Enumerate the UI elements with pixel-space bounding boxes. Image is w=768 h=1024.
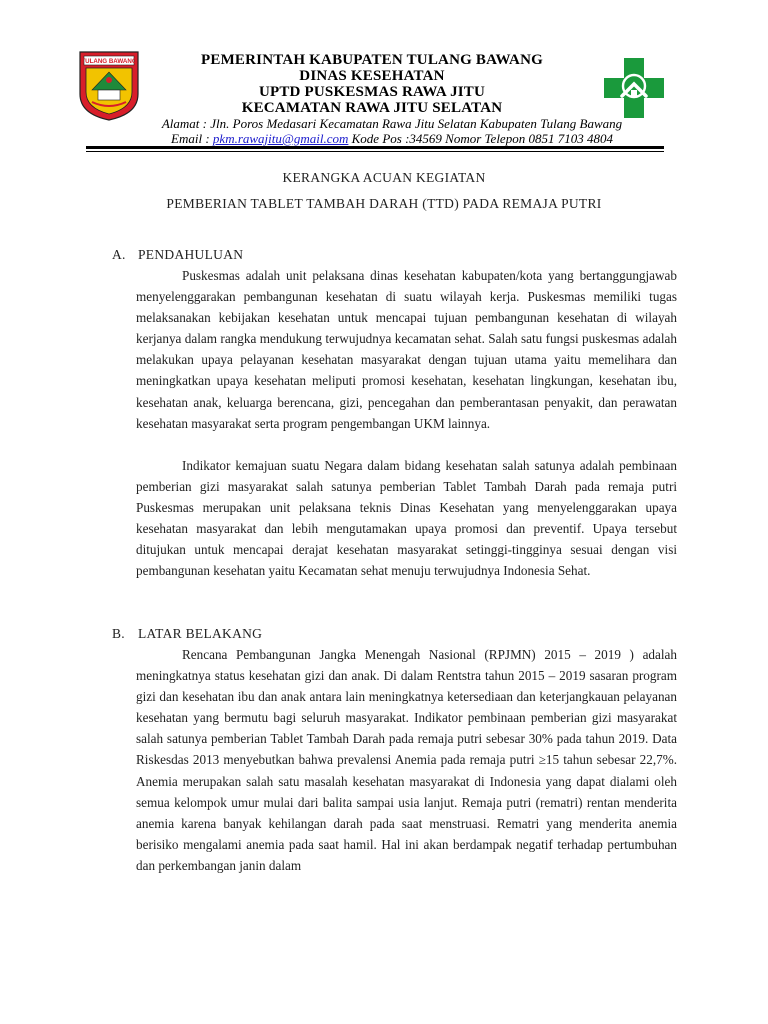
letterhead-line-government: PEMERINTAH KABUPATEN TULANG BAWANG	[201, 52, 543, 68]
section-title: LATAR BELAKANG	[138, 626, 263, 641]
section-letter: B.	[112, 626, 125, 641]
section-title: PENDAHULUAN	[138, 247, 244, 262]
letterhead-line-uptd: UPTD PUSKESMAS RAWA JITU	[258, 84, 486, 100]
document-subtitle: PEMBERIAN TABLET TAMBAH DARAH (TTD) PADA REMAJA PUTRI	[166, 196, 602, 211]
paragraph-latar-belakang-1: Rencana Pembangunan Jangka Menengah Nasional (RPJMN) 2015 – 2019 ) adalah meningkatnya status kesehatan gizi dan anak. Di dalam Rentstra tahun 2015 – 2019 sasaran program gizi dan kesehatan ibu dan anak antara lain meningkatnya ketersediaan dan keterjangkauan pelayanan kesehatan yang bermutu bagi seluruh masyarakat. Indikator pembinaan pemberian gizi masyarakat salah satunya pemberian Tablet Tambah Darah pada remaja putri sebesar 30% pada tahun 2019. Data Riskesdas 2013 menyebutkan bahwa prevalensi Anemia pada remaja putri ≥15 tahun sebesar 22,7%. Anemia merupakan salah satu masalah kesehatan masyarakat di Indonesia yang dapat dialami oleh semua kelompok umur mulai dari balita sampai usia lanjut. Remaja putri (rematri) rentan menderita anemia karena banyak kehilangan darah pada saat menstruasi. Rematri yang menderita anemia berisiko mengalami anemia pada saat hamil. Hal ini akan berdampak negatif terhadap pertumbuhan dan perkembangan janin dalam	[136, 647, 677, 873]
letterhead-divider-thick	[86, 146, 664, 149]
letterhead-address	[118, 116, 666, 146]
letterhead-heading	[148, 52, 596, 116]
email-link[interactable]: pkm.rawajitu@gmail.com	[212, 131, 349, 146]
tulang-bawang-regency-emblem-icon	[78, 50, 140, 122]
paragraph-pendahuluan-1: Puskesmas adalah unit pelaksana dinas kesehatan kabupaten/kota yang bertanggungjawab menyelenggarakan pembangunan kesehatan di suatu wilayah kerja. Puskesmas memiliki tugas melaksanakan kebijakan kesehatan untuk mencapai tujuan pembangunan kesehatan di wilayah kerjanya dalam rangka mendukung terwujudnya kecamatan sehat. Salah satu fungsi puskesmas adalah melakukan upaya pelayanan kesehatan masyarakat dengan tujuan utama yaitu memelihara dan meningkatkan upaya kesehatan meliputi promosi kesehatan, kesehatan lingkungan, kesehatan ibu, kesehatan anak, keluarga berencana, gizi, pencegahan dan pemberantasan penyakit, dan perawatan kesehatan masyarakat serta program pengembangan UKM lainnya.	[136, 268, 677, 431]
emblem-banner-text: TULANG BAWANG	[81, 58, 137, 66]
address-line: Alamat : Jln. Poros Medasari Kecamatan Rawa Jitu Selatan Kabupaten Tulang Bawang	[161, 116, 623, 131]
contact-details: Kode Pos :34569 Nomor Telepon 0851 7103 4804	[348, 131, 613, 146]
contact-line	[118, 131, 666, 146]
paragraph-pendahuluan-2: Indikator kemajuan suatu Negara dalam bidang kesehatan salah satunya adalah pembinaan pemberian gizi masyarakat salah satunya pemberian Tablet Tambah Darah pada remaja putri Puskesmas merupakan unit pelaksana teknis Dinas Kesehatan yang menyelenggarakan upaya kesehatan masyarakat dan lebih mengutamakan upaya promosi dan preventif. Upaya tersebut ditujukan untuk mencapai derajat kesehatan masyarakat setinggi-tingginya sesuai dengan visi pembangunan kesehatan yaitu Kecamatan sehat menuju terwujudnya Indonesia Sehat.	[136, 458, 677, 579]
letterhead-line-department: DINAS KESEHATAN	[299, 68, 445, 84]
section-heading-pendahuluan	[112, 247, 243, 263]
letterhead	[78, 44, 666, 144]
letterhead-divider-thin	[86, 151, 664, 152]
puskesmas-green-cross-icon	[602, 56, 666, 120]
document-title: KERANGKA ACUAN KEGIATAN	[282, 170, 486, 185]
section-letter: A.	[112, 247, 126, 262]
letterhead-line-district: KECAMATAN RAWA JITU SELATAN	[241, 100, 503, 116]
section-heading-latar-belakang	[112, 626, 262, 642]
email-label: Email :	[171, 131, 213, 146]
